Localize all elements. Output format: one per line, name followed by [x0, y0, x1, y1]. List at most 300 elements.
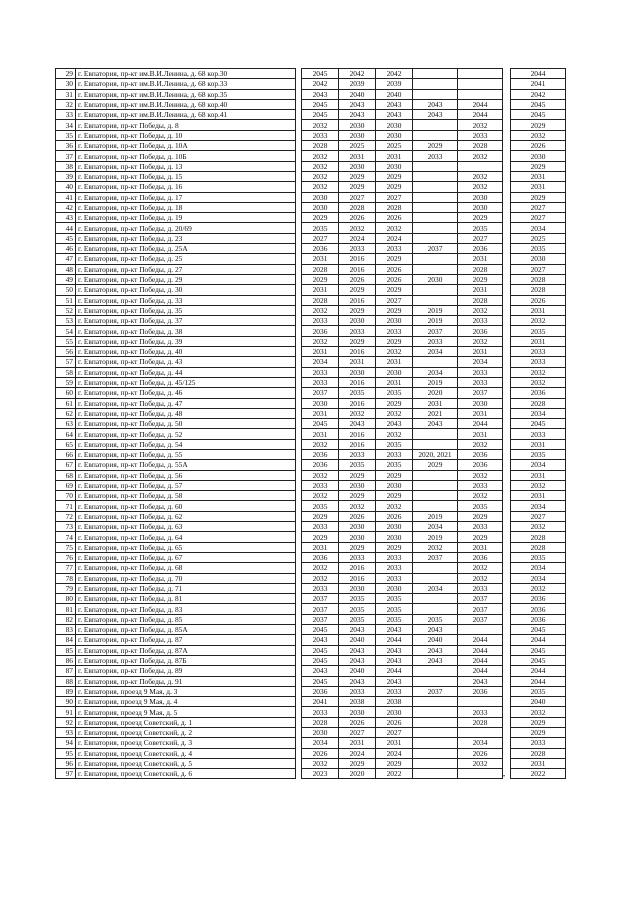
address-cell: г. Евпатория, проезд Советский, д. 6 [76, 769, 296, 779]
spacer-cell [503, 161, 511, 171]
year-cell-c5: 2032 [458, 305, 503, 315]
row-number-cell: 31 [56, 89, 76, 99]
year-cell-c5: 2037 [458, 614, 503, 624]
spacer-cell [503, 594, 511, 604]
year-cell-c5: 2026 [458, 748, 503, 758]
address-cell: г. Евпатория, пр-кт Победы, д. 64 [76, 532, 296, 542]
table-row [56, 501, 566, 511]
year-cell-c1: 2030 [302, 192, 339, 202]
spacer-cell [503, 254, 511, 264]
address-cell: г. Евпатория, пр-кт Победы, д. 60 [76, 501, 296, 511]
row-number-cell: 30 [56, 79, 76, 89]
row-number-cell: 73 [56, 522, 76, 532]
year-cell-c2: 2026 [339, 213, 376, 223]
year-cell-c1: 2033 [302, 583, 339, 593]
row-number-cell: 97 [56, 769, 76, 779]
year-cell-c6: 2035 [511, 244, 566, 254]
year-cell-c4 [413, 697, 458, 707]
year-cell-c6: 2036 [511, 614, 566, 624]
year-cell-c1: 2029 [302, 532, 339, 542]
spacer-cell [503, 130, 511, 140]
year-cell-c3: 2035 [376, 614, 413, 624]
year-cell-c5: 2037 [458, 388, 503, 398]
year-cell-c2: 2029 [339, 285, 376, 295]
year-cell-c6: 2034 [511, 501, 566, 511]
year-cell-c4: 2043 [413, 419, 458, 429]
year-cell-c1: 2032 [302, 336, 339, 346]
year-cell-c2: 2033 [339, 244, 376, 254]
year-cell-c2: 2024 [339, 748, 376, 758]
row-number-cell: 51 [56, 295, 76, 305]
spacer-cell [503, 285, 511, 295]
year-cell-c1: 2033 [302, 130, 339, 140]
year-cell-c1: 2036 [302, 552, 339, 562]
address-cell: г. Евпатория, проезд Советский, д. 2 [76, 728, 296, 738]
year-cell-c2: 2029 [339, 758, 376, 768]
year-cell-c6: 2030 [511, 151, 566, 161]
year-cell-c3: 2027 [376, 295, 413, 305]
year-cell-c4 [413, 192, 458, 202]
year-cell-c5: 2031 [458, 429, 503, 439]
year-cell-c3: 2026 [376, 264, 413, 274]
year-cell-c3: 2030 [376, 367, 413, 377]
year-cell-c1: 2037 [302, 594, 339, 604]
row-number-cell: 70 [56, 491, 76, 501]
year-cell-c5: 2032 [458, 491, 503, 501]
row-number-cell: 82 [56, 614, 76, 624]
table-row [56, 614, 566, 624]
year-cell-c4 [413, 666, 458, 676]
year-cell-c3: 2043 [376, 110, 413, 120]
year-cell-c3: 2032 [376, 223, 413, 233]
row-number-cell: 66 [56, 449, 76, 459]
row-number-cell: 87 [56, 666, 76, 676]
year-cell-c3: 2043 [376, 655, 413, 665]
year-cell-c2: 2035 [339, 388, 376, 398]
row-number-cell: 33 [56, 110, 76, 120]
address-cell: г. Евпатория, пр-кт Победы, д. 30 [76, 285, 296, 295]
year-cell-c6: 2035 [511, 686, 566, 696]
address-cell: г. Евпатория, проезд Советский, д. 5 [76, 758, 296, 768]
year-cell-c1: 2030 [302, 202, 339, 212]
year-cell-c4: 2037 [413, 552, 458, 562]
row-number-cell: 62 [56, 408, 76, 418]
year-cell-c2: 2016 [339, 347, 376, 357]
year-cell-c4: 2020 [413, 388, 458, 398]
row-number-cell: 84 [56, 635, 76, 645]
year-cell-c4: 2019 [413, 316, 458, 326]
table-row [56, 532, 566, 542]
row-number-cell: 53 [56, 316, 76, 326]
year-cell-c3: 2031 [376, 377, 413, 387]
row-number-cell: 32 [56, 99, 76, 109]
year-cell-c5: 2031 [458, 285, 503, 295]
year-cell-c6: 2031 [511, 171, 566, 181]
spacer-cell [503, 542, 511, 552]
year-cell-c6: 2026 [511, 295, 566, 305]
address-cell: г. Евпатория, пр-кт Победы, д. 19 [76, 213, 296, 223]
row-number-cell: 38 [56, 161, 76, 171]
year-cell-c5: 2033 [458, 316, 503, 326]
year-cell-c6: 2032 [511, 583, 566, 593]
year-cell-c4: 2037 [413, 244, 458, 254]
year-cell-c1: 2042 [302, 79, 339, 89]
row-number-cell: 93 [56, 728, 76, 738]
address-cell: г. Евпатория, пр-кт Победы, д. 25А [76, 244, 296, 254]
year-cell-c3: 2027 [376, 728, 413, 738]
spacer-cell [503, 79, 511, 89]
table-row [56, 408, 566, 418]
spacer-cell [503, 316, 511, 326]
table-row [56, 213, 566, 223]
year-cell-c5: 2032 [458, 563, 503, 573]
spacer-cell [503, 686, 511, 696]
year-cell-c4: 2034 [413, 583, 458, 593]
table-row [56, 295, 566, 305]
table-body [56, 69, 566, 779]
spacer-cell [503, 274, 511, 284]
year-cell-c6: 2032 [511, 707, 566, 717]
year-cell-c3: 2024 [376, 748, 413, 758]
row-number-cell: 48 [56, 264, 76, 274]
year-cell-c4: 2040 [413, 635, 458, 645]
year-cell-c1: 2036 [302, 449, 339, 459]
table-row [56, 326, 566, 336]
year-cell-c1: 2023 [302, 769, 339, 779]
year-cell-c1: 2032 [302, 470, 339, 480]
year-cell-c6: 2044 [511, 666, 566, 676]
row-number-cell: 56 [56, 347, 76, 357]
year-cell-c1: 2045 [302, 655, 339, 665]
year-cell-c1: 2032 [302, 305, 339, 315]
year-cell-c2: 2016 [339, 573, 376, 583]
year-cell-c6: 2028 [511, 748, 566, 758]
year-cell-c3: 2035 [376, 604, 413, 614]
address-cell: г. Евпатория, пр-кт им.В.И.Ленина, д. 68 кор.35 [76, 89, 296, 99]
table-row [56, 285, 566, 295]
row-number-cell: 49 [56, 274, 76, 284]
year-cell-c3: 2044 [376, 666, 413, 676]
repair-schedule-table [55, 68, 566, 779]
year-cell-c5: 2033 [458, 480, 503, 490]
year-cell-c6: 2031 [511, 470, 566, 480]
address-cell: г. Евпатория, пр-кт Победы, д. 44 [76, 367, 296, 377]
year-cell-c6: 2035 [511, 326, 566, 336]
year-cell-c5: 2036 [458, 552, 503, 562]
year-cell-c1: 2041 [302, 697, 339, 707]
year-cell-c6: 2034 [511, 573, 566, 583]
year-cell-c5 [458, 89, 503, 99]
year-cell-c2: 2016 [339, 398, 376, 408]
year-cell-c3: 2029 [376, 398, 413, 408]
year-cell-c2: 2030 [339, 161, 376, 171]
address-cell: г. Евпатория, проезд Советский, д. 4 [76, 748, 296, 758]
table-row [56, 274, 566, 284]
row-number-cell: 78 [56, 573, 76, 583]
spacer-cell [503, 89, 511, 99]
spacer-cell [503, 697, 511, 707]
year-cell-c2: 2040 [339, 89, 376, 99]
year-cell-c5: 2029 [458, 274, 503, 284]
year-cell-c1: 2033 [302, 480, 339, 490]
year-cell-c4 [413, 357, 458, 367]
year-cell-c5: 2032 [458, 336, 503, 346]
row-number-cell: 47 [56, 254, 76, 264]
year-cell-c5: 2031 [458, 542, 503, 552]
year-cell-c2: 2032 [339, 223, 376, 233]
address-cell: г. Евпатория, пр-кт Победы, д. 68 [76, 563, 296, 573]
year-cell-c6: 2027 [511, 264, 566, 274]
year-cell-c4 [413, 758, 458, 768]
row-number-cell: 42 [56, 202, 76, 212]
row-number-cell: 86 [56, 655, 76, 665]
spacer-cell [503, 69, 511, 79]
table-row [56, 429, 566, 439]
spacer-cell [503, 635, 511, 645]
address-cell: г. Евпатория, пр-кт Победы, д. 39 [76, 336, 296, 346]
spacer-cell [503, 717, 511, 727]
year-cell-c2: 2030 [339, 707, 376, 717]
year-cell-c6: 2031 [511, 305, 566, 315]
year-cell-c1: 2032 [302, 171, 339, 181]
year-cell-c2: 2030 [339, 316, 376, 326]
table-row [56, 367, 566, 377]
address-cell: г. Евпатория, пр-кт им.В.И.Ленина, д. 68 кор.41 [76, 110, 296, 120]
year-cell-c3: 2030 [376, 120, 413, 130]
year-cell-c5 [458, 625, 503, 635]
year-cell-c3: 2028 [376, 202, 413, 212]
year-cell-c1: 2029 [302, 213, 339, 223]
year-cell-c5: 2033 [458, 130, 503, 140]
year-cell-c6: 2036 [511, 388, 566, 398]
year-cell-c5: 2030 [458, 202, 503, 212]
spacer-cell [503, 758, 511, 768]
year-cell-c1: 2028 [302, 264, 339, 274]
table-row [56, 460, 566, 470]
table-row [56, 594, 566, 604]
year-cell-c2: 2035 [339, 594, 376, 604]
year-cell-c3: 2029 [376, 305, 413, 315]
spacer-cell [503, 552, 511, 562]
year-cell-c5: 2031 [458, 347, 503, 357]
year-cell-c1: 2045 [302, 110, 339, 120]
year-cell-c4: 2037 [413, 326, 458, 336]
year-cell-c2: 2032 [339, 501, 376, 511]
year-cell-c1: 2032 [302, 151, 339, 161]
year-cell-c5 [458, 728, 503, 738]
year-cell-c3: 2033 [376, 686, 413, 696]
year-cell-c1: 2032 [302, 439, 339, 449]
spacer-cell [503, 408, 511, 418]
table-row [56, 161, 566, 171]
spacer-cell [503, 748, 511, 758]
year-cell-c2: 2027 [339, 192, 376, 202]
row-number-cell: 43 [56, 213, 76, 223]
year-cell-c1: 2029 [302, 511, 339, 521]
year-cell-c5: 2031 [458, 408, 503, 418]
table-row [56, 79, 566, 89]
address-cell: г. Евпатория, пр-кт Победы, д. 27 [76, 264, 296, 274]
year-cell-c6: 2045 [511, 99, 566, 109]
year-cell-c3: 2030 [376, 522, 413, 532]
year-cell-c2: 2026 [339, 511, 376, 521]
year-cell-c3: 2029 [376, 491, 413, 501]
address-cell: г. Евпатория, пр-кт Победы, д. 16 [76, 182, 296, 192]
year-cell-c1: 2027 [302, 233, 339, 243]
year-cell-c4: 2019 [413, 305, 458, 315]
row-number-cell: 71 [56, 501, 76, 511]
row-number-cell: 36 [56, 141, 76, 151]
year-cell-c4 [413, 717, 458, 727]
table-row [56, 697, 566, 707]
year-cell-c1: 2045 [302, 419, 339, 429]
year-cell-c1: 2036 [302, 244, 339, 254]
address-cell: г. Евпатория, пр-кт Победы, д. 55 [76, 449, 296, 459]
year-cell-c5: 2034 [458, 357, 503, 367]
row-number-cell: 29 [56, 69, 76, 79]
row-number-cell: 45 [56, 233, 76, 243]
year-cell-c4 [413, 130, 458, 140]
year-cell-c6: 2029 [511, 120, 566, 130]
row-number-cell: 83 [56, 625, 76, 635]
address-cell: г. Евпатория, пр-кт Победы, д. 45/125 [76, 377, 296, 387]
year-cell-c5: 2027 [458, 233, 503, 243]
spacer-cell [503, 223, 511, 233]
year-cell-c6: 2045 [511, 419, 566, 429]
year-cell-c6: 2044 [511, 676, 566, 686]
year-cell-c5: 2043 [458, 676, 503, 686]
address-cell: г. Евпатория, пр-кт Победы, д. 89 [76, 666, 296, 676]
year-cell-c2: 2043 [339, 625, 376, 635]
table-row [56, 377, 566, 387]
table-row [56, 69, 566, 79]
year-cell-c5: 2033 [458, 707, 503, 717]
year-cell-c4 [413, 171, 458, 181]
year-cell-c2: 2032 [339, 408, 376, 418]
year-cell-c6: 2044 [511, 69, 566, 79]
year-cell-c4 [413, 223, 458, 233]
year-cell-c4: 2019 [413, 377, 458, 387]
year-cell-c6: 2034 [511, 460, 566, 470]
address-cell: г. Евпатория, пр-кт Победы, д. 83 [76, 604, 296, 614]
year-cell-c5: 2036 [458, 449, 503, 459]
year-cell-c3: 2035 [376, 460, 413, 470]
address-cell: г. Евпатория, пр-кт Победы, д. 62 [76, 511, 296, 521]
year-cell-c5: 2030 [458, 192, 503, 202]
year-cell-c3: 2029 [376, 171, 413, 181]
year-cell-c6: 2032 [511, 522, 566, 532]
year-cell-c6: 2030 [511, 254, 566, 264]
spacer-cell [503, 439, 511, 449]
row-number-cell: 35 [56, 130, 76, 140]
spacer-cell [503, 676, 511, 686]
spacer-cell [503, 192, 511, 202]
year-cell-c2: 2020 [339, 769, 376, 779]
year-cell-c5: 2033 [458, 377, 503, 387]
year-cell-c3: 2030 [376, 316, 413, 326]
table-row [56, 542, 566, 552]
spacer-cell [503, 357, 511, 367]
spacer-cell [503, 738, 511, 748]
address-cell: г. Евпатория, пр-кт Победы, д. 8 [76, 120, 296, 130]
spacer-cell [503, 326, 511, 336]
year-cell-c4: 2033 [413, 336, 458, 346]
address-cell: г. Евпатория, пр-кт Победы, д. 57 [76, 480, 296, 490]
spacer-cell [503, 625, 511, 635]
year-cell-c1: 2037 [302, 604, 339, 614]
year-cell-c4 [413, 738, 458, 748]
year-cell-c2: 2039 [339, 79, 376, 89]
address-cell: г. Евпатория, пр-кт Победы, д. 63 [76, 522, 296, 532]
year-cell-c2: 2016 [339, 377, 376, 387]
year-cell-c2: 2031 [339, 357, 376, 367]
spacer-cell [503, 244, 511, 254]
year-cell-c1: 2028 [302, 295, 339, 305]
year-cell-c2: 2029 [339, 491, 376, 501]
spacer-cell [503, 429, 511, 439]
year-cell-c3: 2027 [376, 192, 413, 202]
year-cell-c6: 2034 [511, 563, 566, 573]
year-cell-c5: 2028 [458, 717, 503, 727]
year-cell-c2: 2016 [339, 429, 376, 439]
year-cell-c2: 2029 [339, 542, 376, 552]
address-cell: г. Евпатория, пр-кт Победы, д. 54 [76, 439, 296, 449]
table-row [56, 583, 566, 593]
year-cell-c1: 2030 [302, 728, 339, 738]
year-cell-c6: 2032 [511, 377, 566, 387]
year-cell-c3: 2029 [376, 470, 413, 480]
year-cell-c5: 2035 [458, 501, 503, 511]
year-cell-c4 [413, 120, 458, 130]
year-cell-c5: 2032 [458, 470, 503, 480]
year-cell-c1: 2031 [302, 285, 339, 295]
table-row [56, 89, 566, 99]
table-row [56, 419, 566, 429]
year-cell-c2: 2031 [339, 738, 376, 748]
year-cell-c2: 2038 [339, 697, 376, 707]
year-cell-c6: 2031 [511, 491, 566, 501]
year-cell-c4: 2043 [413, 655, 458, 665]
year-cell-c4 [413, 264, 458, 274]
address-cell: г. Евпатория, пр-кт Победы, д. 48 [76, 408, 296, 418]
spacer-cell [503, 151, 511, 161]
address-cell: г. Евпатория, пр-кт Победы, д. 33 [76, 295, 296, 305]
year-cell-c6: 2045 [511, 110, 566, 120]
year-cell-c4: 2033 [413, 151, 458, 161]
year-cell-c6: 2031 [511, 758, 566, 768]
year-cell-c1: 2028 [302, 717, 339, 727]
year-cell-c1: 2043 [302, 89, 339, 99]
row-number-cell: 34 [56, 120, 76, 130]
address-cell: г. Евпатория, пр-кт Победы, д. 43 [76, 357, 296, 367]
address-cell: г. Евпатория, пр-кт Победы, д. 46 [76, 388, 296, 398]
table-row [56, 264, 566, 274]
address-cell: г. Евпатория, пр-кт Победы, д. 65 [76, 542, 296, 552]
year-cell-c5: 2036 [458, 244, 503, 254]
year-cell-c2: 2026 [339, 717, 376, 727]
year-cell-c4: 2043 [413, 99, 458, 109]
year-cell-c4 [413, 69, 458, 79]
year-cell-c1: 2032 [302, 573, 339, 583]
year-cell-c5: 2033 [458, 522, 503, 532]
year-cell-c1: 2037 [302, 614, 339, 624]
table-row [56, 676, 566, 686]
row-number-cell: 95 [56, 748, 76, 758]
table-row [56, 388, 566, 398]
year-cell-c1: 2033 [302, 377, 339, 387]
row-number-cell: 50 [56, 285, 76, 295]
year-cell-c3: 2032 [376, 347, 413, 357]
